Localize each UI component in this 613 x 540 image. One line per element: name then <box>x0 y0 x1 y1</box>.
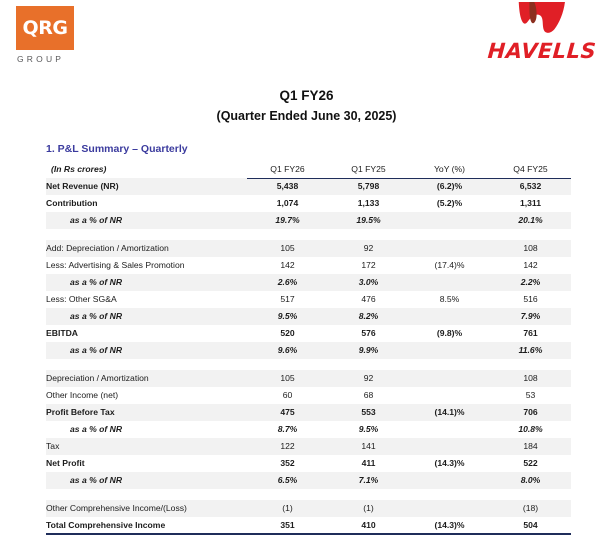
table-row <box>46 342 571 359</box>
row-label: as a % of NR <box>46 472 247 489</box>
row-label: as a % of NR <box>46 342 247 359</box>
havells-symbol-icon <box>488 2 596 38</box>
row-value: 7.9% <box>490 308 571 325</box>
row-label: Other Income (net) <box>46 387 247 404</box>
row-value: 553 <box>328 404 409 421</box>
row-value: (1) <box>247 500 328 517</box>
row-value: (17.4)% <box>409 257 490 274</box>
row-value: 19.7% <box>247 212 328 229</box>
row-value: 2.2% <box>490 274 571 291</box>
table-row <box>46 274 571 291</box>
table-spacer-row <box>46 489 571 500</box>
column-header-q1fy25: Q1 FY25 <box>328 161 409 178</box>
row-value: 1,133 <box>328 195 409 212</box>
row-value: 2.6% <box>247 274 328 291</box>
row-value <box>409 342 490 359</box>
row-value: 411 <box>328 455 409 472</box>
row-label: as a % of NR <box>46 212 247 229</box>
table-header <box>46 161 571 178</box>
row-value: 68 <box>328 387 409 404</box>
row-value: 19.5% <box>328 212 409 229</box>
column-header-yoy: YoY (%) <box>409 161 490 178</box>
row-value: 92 <box>328 370 409 387</box>
row-value: 8.0% <box>490 472 571 489</box>
row-value: 5,798 <box>328 178 409 195</box>
row-value: 522 <box>490 455 571 472</box>
row-value: 9.5% <box>328 421 409 438</box>
table-row <box>46 387 571 404</box>
row-value: 142 <box>247 257 328 274</box>
row-value: 108 <box>490 370 571 387</box>
qrg-wordmark: QRG <box>22 16 68 39</box>
row-label: as a % of NR <box>46 274 247 291</box>
table-row <box>46 240 571 257</box>
row-value <box>409 308 490 325</box>
row-label: Depreciation / Amortization <box>46 370 247 387</box>
table-row <box>46 421 571 438</box>
row-value: 576 <box>328 325 409 342</box>
page-title: Q1 FY26 <box>279 88 334 103</box>
row-value: 3.0% <box>328 274 409 291</box>
row-value: (14.3)% <box>409 517 490 534</box>
row-value: 1,311 <box>490 195 571 212</box>
row-value: (14.3)% <box>409 455 490 472</box>
row-value: 60 <box>247 387 328 404</box>
row-label: as a % of NR <box>46 421 247 438</box>
row-value: 142 <box>490 257 571 274</box>
table-row <box>46 404 571 421</box>
row-value: (6.2)% <box>409 178 490 195</box>
row-value <box>409 274 490 291</box>
spacer-cell <box>46 229 571 240</box>
row-value: 172 <box>328 257 409 274</box>
row-value: (14.1)% <box>409 404 490 421</box>
row-value: 520 <box>247 325 328 342</box>
table-row <box>46 308 571 325</box>
row-value: 351 <box>247 517 328 534</box>
table-header-row <box>46 161 571 178</box>
table-spacer-row <box>46 229 571 240</box>
row-value <box>409 472 490 489</box>
row-value: (5.2)% <box>409 195 490 212</box>
spacer-cell <box>46 359 571 370</box>
row-value: 122 <box>247 438 328 455</box>
row-value: 7.1% <box>328 472 409 489</box>
row-value: 105 <box>247 240 328 257</box>
row-value: 105 <box>247 370 328 387</box>
row-value: (9.8)% <box>409 325 490 342</box>
table-row <box>46 438 571 455</box>
row-value <box>409 370 490 387</box>
row-value <box>409 212 490 229</box>
column-header-q4fy25: Q4 FY25 <box>490 161 571 178</box>
row-label: Net Profit <box>46 455 247 472</box>
section-heading: 1. P&L Summary – Quarterly <box>46 143 188 155</box>
table-row <box>46 212 571 229</box>
row-value: 184 <box>490 438 571 455</box>
row-label: Less: Other SG&A <box>46 291 247 308</box>
row-value: 5,438 <box>247 178 328 195</box>
row-label: Other Comprehensive Income/(Loss) <box>46 500 247 517</box>
row-label: Total Comprehensive Income <box>46 517 247 534</box>
document-header <box>0 0 613 76</box>
table-row <box>46 472 571 489</box>
page-subtitle: (Quarter Ended June 30, 2025) <box>216 109 397 123</box>
row-value: 476 <box>328 291 409 308</box>
table-row <box>46 257 571 274</box>
row-value: 410 <box>328 517 409 534</box>
table-row <box>46 517 571 534</box>
havells-logo <box>481 2 603 63</box>
row-value: 8.2% <box>328 308 409 325</box>
row-value: 6.5% <box>247 472 328 489</box>
row-label: Add: Depreciation / Amortization <box>46 240 247 257</box>
row-value: (18) <box>490 500 571 517</box>
row-value: 9.5% <box>247 308 328 325</box>
row-value <box>409 421 490 438</box>
row-label: Less: Advertising & Sales Promotion <box>46 257 247 274</box>
row-value: 11.6% <box>490 342 571 359</box>
row-label: Net Revenue (NR) <box>46 178 247 195</box>
havells-wordmark: HAVELLS <box>486 39 598 63</box>
units-label: (In Rs crores) <box>51 164 107 175</box>
qrg-logo-box <box>16 6 74 50</box>
row-value: 9.6% <box>247 342 328 359</box>
table-body <box>46 178 571 534</box>
row-label: Profit Before Tax <box>46 404 247 421</box>
row-value: 475 <box>247 404 328 421</box>
row-value <box>409 240 490 257</box>
row-label: EBITDA <box>46 325 247 342</box>
row-value: (1) <box>328 500 409 517</box>
spacer-cell <box>46 489 571 500</box>
row-label: Contribution <box>46 195 247 212</box>
pl-summary-table <box>46 161 571 535</box>
row-value: 706 <box>490 404 571 421</box>
row-value: 352 <box>247 455 328 472</box>
table-row <box>46 291 571 308</box>
row-value: 761 <box>490 325 571 342</box>
row-value: 20.1% <box>490 212 571 229</box>
row-value: 1,074 <box>247 195 328 212</box>
column-header-q1fy26: Q1 FY26 <box>247 161 328 178</box>
row-value: 53 <box>490 387 571 404</box>
row-value: 92 <box>328 240 409 257</box>
row-value: 517 <box>247 291 328 308</box>
row-value: 504 <box>490 517 571 534</box>
row-value: 108 <box>490 240 571 257</box>
row-value <box>409 500 490 517</box>
row-value: 8.5% <box>409 291 490 308</box>
qrg-group-logo <box>16 6 74 64</box>
row-value: 9.9% <box>328 342 409 359</box>
table-row <box>46 195 571 212</box>
row-value: 141 <box>328 438 409 455</box>
table-row <box>46 178 571 195</box>
table-spacer-row <box>46 359 571 370</box>
qrg-group-label: GROUP <box>17 54 65 64</box>
row-value: 6,532 <box>490 178 571 195</box>
table-row <box>46 500 571 517</box>
table-row <box>46 370 571 387</box>
table-row <box>46 325 571 342</box>
row-label: as a % of NR <box>46 308 247 325</box>
row-label: Tax <box>46 438 247 455</box>
pl-summary-table-wrapper <box>46 161 571 535</box>
row-value <box>409 387 490 404</box>
row-value: 8.7% <box>247 421 328 438</box>
row-value <box>409 438 490 455</box>
row-value: 516 <box>490 291 571 308</box>
row-value: 10.8% <box>490 421 571 438</box>
table-row <box>46 455 571 472</box>
